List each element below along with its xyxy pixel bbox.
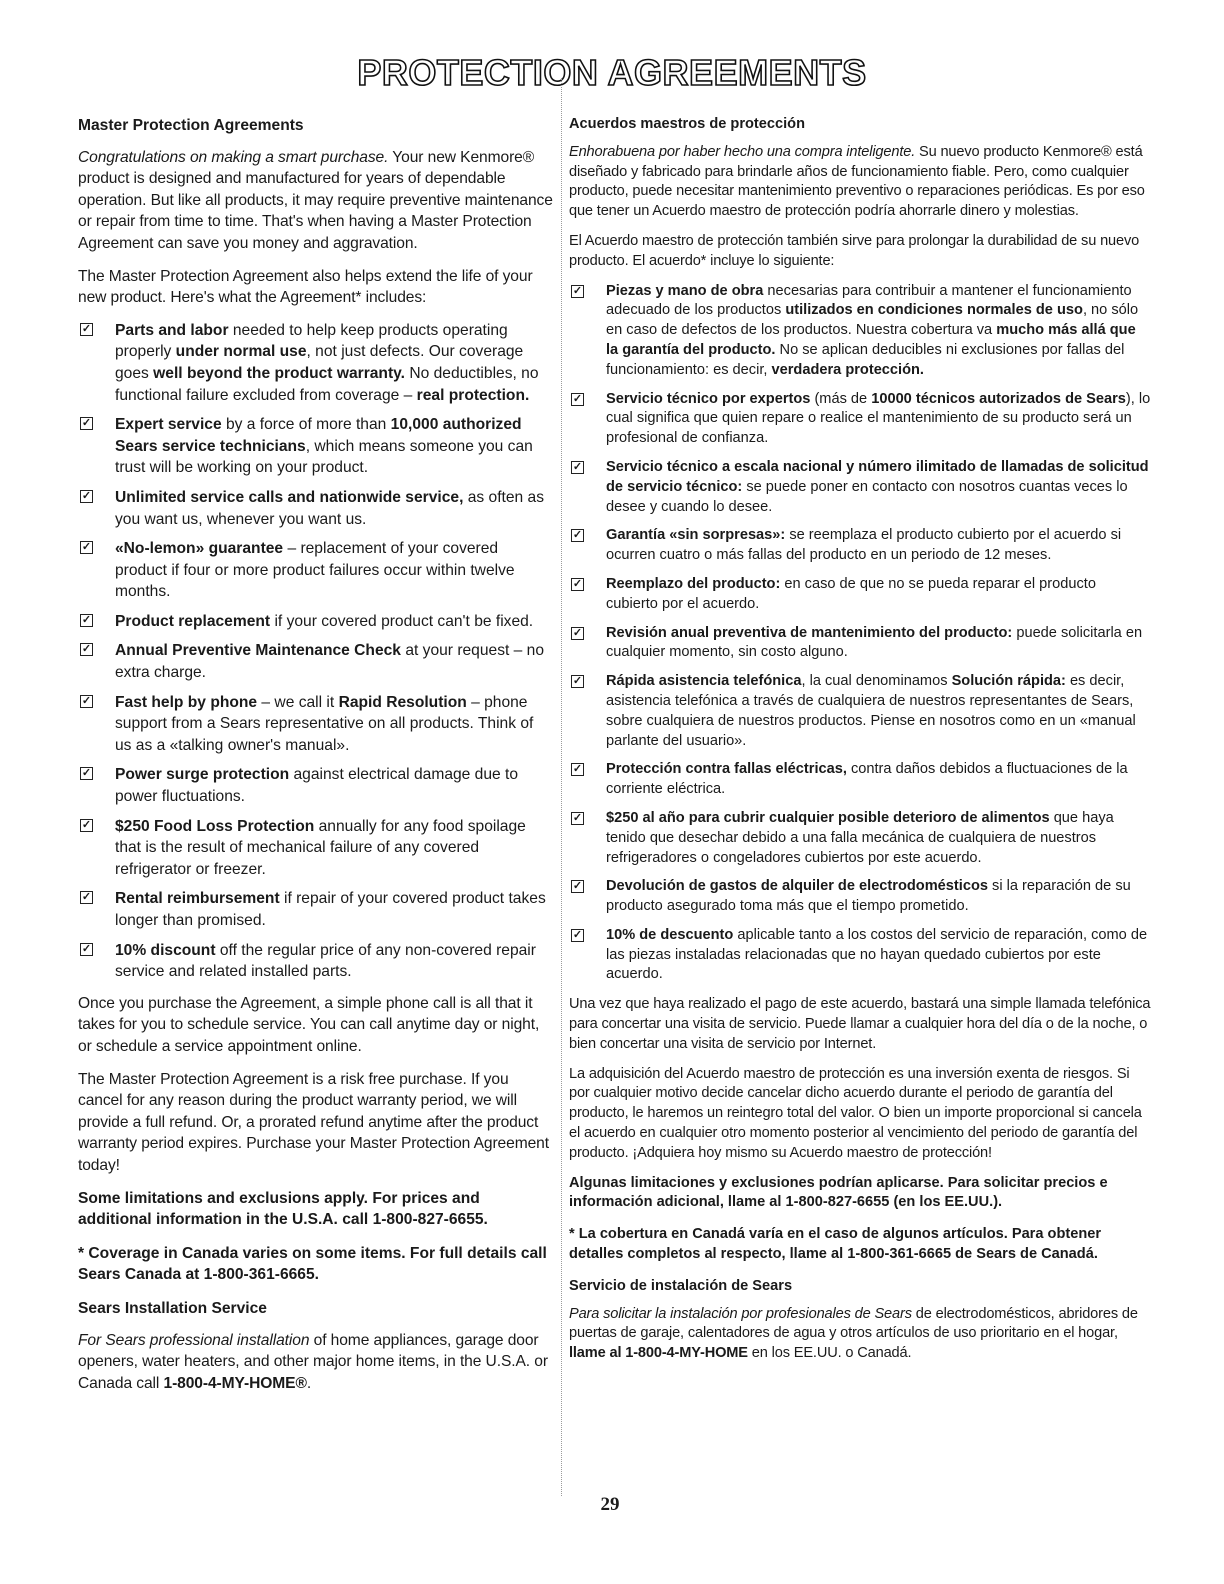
benefit-bold-text: Expert service (115, 416, 222, 434)
benefit-bold-text: well beyond the product warranty. (153, 364, 406, 382)
installation-end: . (306, 1374, 312, 1392)
section-heading: Acuerdos maestros de protección (569, 116, 806, 132)
checkbox-checked-icon: ✓ (81, 694, 92, 707)
checkbox-checked-icon: ✓ (572, 811, 583, 824)
intro-paragraph (78, 147, 554, 255)
checkbox-checked-icon: ✓ (81, 818, 92, 831)
intro-text: Your new Kenmore® product is designed and manufactured for years of dependable operation. But like all products, it may require preventive maintenance or repair from time to time. That's when having a Master Protection Agreement can save you money and aggravation. (78, 148, 553, 252)
spanish-column (569, 115, 1151, 1374)
benefit-text: – we call it (257, 693, 339, 711)
checkbox-checked-icon: ✓ (81, 643, 92, 656)
installation-heading: Servicio de instalación de Sears (569, 1277, 793, 1294)
installation-heading: Sears Installation Service (78, 1299, 267, 1317)
installation-text: de electrodomésticos, abridores de puertas de garaje, calentadores de agua y otros artículos de uso prioritario en el hogar, (569, 1305, 1138, 1342)
installation-text: of home appliances, garage door openers, water heaters, and other major home items, in the U.S.A. or Canada call (78, 1331, 548, 1392)
benefit-item (569, 926, 1151, 985)
checkbox-checked-icon: ✓ (81, 489, 92, 502)
benefit-text: puede solicitarla en cualquier momento, sin costo alguno. (606, 624, 1143, 661)
benefit-text: que haya tenido que desechar debido a una falla mecánica de cualquiera de nuestros refrigeradores o congeladores cubiertos por este acuerdo. (606, 809, 1114, 866)
benefit-text: (más de (810, 390, 872, 407)
benefit-bold-text: Parts and labor (115, 321, 229, 339)
benefit-item (78, 640, 554, 683)
benefit-text: si la reparación de su producto asegurado toma más que el tiempo prometido. (606, 878, 1131, 915)
benefit-bold-text: 10,000 authorized Sears service technicians (115, 416, 522, 455)
benefit-text: , not just defects. Our coverage goes (115, 343, 524, 382)
page-number: 29 (600, 1494, 620, 1515)
benefit-bold-text: Product replacement (115, 612, 271, 630)
benefit-bold-text: under normal use (175, 343, 307, 361)
benefit-text: en caso de que no se pueda reparar el producto cubierto por el acuerdo. (606, 575, 1096, 612)
benefit-item (78, 888, 554, 931)
benefit-text: necesarias para contribuir a mantener el funcionamiento adecuado de los productos (606, 282, 1132, 319)
benefit-bold-text: Garantía «sin sorpresas»: (606, 527, 786, 544)
benefit-item (569, 390, 1151, 449)
benefit-item (78, 692, 554, 757)
benefit-bold-text: 10000 técnicos autorizados de Sears (871, 390, 1126, 407)
english-column (78, 115, 554, 1405)
intro-italic: Congratulations on making a smart purchase. (78, 148, 389, 166)
benefit-text: off the regular price of any non-covered repair service and related installed parts. (115, 941, 536, 981)
benefits-list (569, 282, 1151, 986)
checkbox-checked-icon: ✓ (572, 392, 583, 405)
benefit-bold-text: Annual Preventive Maintenance Check (115, 642, 401, 660)
benefit-item (569, 760, 1151, 800)
benefit-bold-text: Rental reimbursement (115, 890, 280, 908)
page-title: PROTECTION AGREEMENTS (357, 52, 867, 93)
benefit-bold-text: Revisión anual preventiva de mantenimiento del producto: (606, 624, 1013, 641)
installation-italic: For Sears professional installation (78, 1331, 310, 1349)
benefit-bold-text: Rápida asistencia telefónica (606, 673, 802, 690)
benefit-item (78, 940, 554, 983)
benefit-item (78, 538, 554, 603)
checkbox-checked-icon: ✓ (81, 322, 92, 335)
benefit-item (569, 458, 1151, 517)
checkbox-checked-icon: ✓ (81, 541, 92, 554)
benefit-bold-text: mucho más allá que la garantía del producto. (606, 322, 1136, 358)
checkbox-checked-icon: ✓ (81, 891, 92, 904)
limitations-notice: Algunas limitaciones y exclusiones podrían aplicarse. Para solicitar precios e información adicional, llame al 1-800-827-6655 (en los EE.UU.). (569, 1174, 1108, 1211)
installation-end: en los EE.UU. o Canadá. (747, 1345, 912, 1362)
benefit-text: , which means someone you can trust will be working on your product. (115, 437, 533, 477)
installation-paragraph (569, 1305, 1151, 1364)
benefit-text: – replacement of your covered product if four or more product failures occur within twelve months. (115, 540, 515, 601)
benefit-bold-text: Servicio técnico por expertos (606, 390, 811, 407)
schedule-paragraph: Una vez que haya realizado el pago de este acuerdo, bastará una simple llamada telefónica para concertar una visita de servicio. Puede llamar a cualquier hora del día o de la noche, o bien concertar una visita de servicio por Internet. (569, 996, 1151, 1052)
limitations-notice: Some limitations and exclusions apply. For prices and additional information in the U.S.A. call 1-800-827-6655. (78, 1189, 488, 1229)
benefit-bold-text: Piezas y mano de obra (606, 282, 764, 299)
checkbox-checked-icon: ✓ (572, 626, 583, 639)
checkbox-checked-icon: ✓ (572, 928, 583, 941)
benefit-text: , la cual denominamos (801, 673, 952, 690)
checkbox-checked-icon: ✓ (572, 529, 583, 542)
benefit-text: if repair of your covered product takes longer than promised. (115, 890, 546, 929)
benefit-text: – phone support from a Sears representative on all products. Think of us as a «talking owner's manual». (115, 693, 534, 754)
installation-paragraph (78, 1330, 554, 1395)
benefit-bold-text: «No-lemon» guarantee (115, 540, 284, 558)
benefit-text: No deductibles, no functional failure excluded from coverage – (115, 364, 539, 404)
schedule-paragraph: Once you purchase the Agreement, a simple phone call is all that it takes for you to schedule service. You can call anytime day or night, or schedule a service appointment online. (78, 994, 540, 1055)
benefits-list (78, 320, 554, 983)
benefit-bold-text: 10% discount (115, 941, 216, 959)
includes-paragraph: The Master Protection Agreement also helps extend the life of your new product. Here's what the Agreement* includes: (78, 267, 533, 307)
benefit-text: needed to help keep products operating properly (115, 321, 508, 361)
benefit-item (78, 816, 554, 881)
benefit-bold-text: Power surge protection (115, 766, 290, 784)
benefit-text: ), lo cual significa que quien repare o realice el mantenimiento de su producto será un profesional de confianza. (606, 390, 1151, 447)
checkbox-checked-icon: ✓ (572, 284, 583, 297)
benefit-bold-text: utilizados en condiciones normales de uso (785, 302, 1083, 319)
benefit-item (569, 624, 1151, 664)
benefit-text: at your request – no extra charge. (115, 642, 545, 682)
benefit-bold-text: Protección contra fallas eléctricas, (606, 761, 847, 778)
benefit-item (569, 526, 1151, 566)
benefit-bold-text: Devolución de gastos de alquiler de electrodomésticos (606, 878, 988, 895)
benefit-bold-text: $250 Food Loss Protection (115, 817, 315, 835)
installation-phone: llame al 1-800-4-MY-HOME (569, 1345, 748, 1362)
intro-italic: Enhorabuena por haber hecho una compra inteligente. (569, 143, 916, 160)
benefit-bold-text: Unlimited service calls and nationwide service, (115, 488, 464, 506)
benefit-bold-text: Reemplazo del producto: (606, 575, 781, 592)
benefit-text: by a force of more than (221, 416, 391, 434)
benefit-bold-text: verdadera protección. (771, 361, 924, 378)
risk-free-paragraph: La adquisición del Acuerdo maestro de protección es una inversión exenta de riesgos. Si por cualquier motivo decide cancelar dicho acuerdo durante el periodo de garantía del producto, le haremos un reintegro total del valor. O bien un importe proporcional si cancela el acuerdo en cualquier otro momento posterior al vencimiento del periodo de garantía del producto. ¡Adquiera hoy mismo su Acuerdo maestro de protección! (569, 1065, 1142, 1161)
section-heading: Master Protection Agreements (78, 117, 304, 134)
benefit-text: se reemplaza el producto cubierto por el acuerdo si ocurren cuatro o más fallas del producto en un periodo de 12 meses. (606, 527, 1122, 564)
benefit-bold-text: Solución rápida: (951, 673, 1066, 690)
benefit-item (78, 611, 554, 633)
benefit-bold-text: $250 al año para cubrir cualquier posible deterioro de alimentos (606, 809, 1050, 826)
benefit-item (569, 809, 1151, 868)
checkbox-checked-icon: ✓ (81, 767, 92, 780)
checkbox-checked-icon: ✓ (81, 942, 92, 955)
benefit-text: as often as you want us, whenever you want us. (115, 488, 545, 528)
benefit-text: , no sólo en caso de defectos de los productos. Nuestra cobertura va (606, 302, 1139, 339)
benefit-text: aplicable tanto a los costos del servicio de reparación, como de las piezas instaladas relacionadas que no hayan quedado cubiertos por este acuerdo. (606, 926, 1148, 983)
canada-notice: * Coverage in Canada varies on some items. For full details call Sears Canada at 1-800-361-6665. (78, 1244, 547, 1284)
checkbox-checked-icon: ✓ (572, 763, 583, 776)
benefit-item (569, 575, 1151, 615)
benefit-text: if your covered product can't be fixed. (270, 612, 534, 630)
intro-text: Su nuevo producto Kenmore® está diseñado y fabricado para brindarle años de funcionamiento fiable. Pero, como cualquier producto, puede necesitar mantenimiento preventivo o reparaciones periódicas. Es por eso que tener un Acuerdo maestro de protección podría ahorrarle dinero y molestias. (569, 143, 1145, 220)
benefit-item (569, 672, 1151, 751)
checkbox-checked-icon: ✓ (81, 417, 92, 430)
benefit-bold-text: real protection. (416, 386, 530, 404)
benefit-item (78, 764, 554, 807)
benefit-item (78, 487, 554, 530)
includes-paragraph: El Acuerdo maestro de protección también sirve para prolongar la durabilidad de su nuevo producto. El acuerdo* incluye lo siguiente: (569, 232, 1140, 269)
benefit-text: No se aplican deducibles ni exclusiones por fallas del funcionamiento: es decir, (606, 341, 1125, 378)
canada-notice: * La cobertura en Canadá varía en el caso de algunos artículos. Para obtener detalles completos al respecto, llame al 1-800-361-6665 de Sears de Canadá. (569, 1226, 1102, 1263)
benefit-item (569, 877, 1151, 917)
installation-italic: Para solicitar la instalación por profesionales de Sears (569, 1305, 912, 1322)
benefit-bold-text: Servicio técnico a escala nacional y número ilimitado de llamadas de solicitud de servicio técnico: (606, 458, 1149, 495)
checkbox-checked-icon: ✓ (572, 577, 583, 590)
benefit-text: se puede poner en contacto con nosotros cuantas veces lo desee y cuando lo desee. (606, 478, 1128, 515)
benefit-item (78, 320, 554, 406)
benefit-text: es decir, asistencia telefónica a través de cualquiera de nuestros representantes de Sears, sobre cualquiera de nuestros productos. Piense en nosotros como en un «manual parlante del usuario». (606, 673, 1136, 749)
benefit-text: contra daños debidos a fluctuaciones de la corriente eléctrica. (606, 761, 1128, 798)
checkbox-checked-icon: ✓ (572, 675, 583, 688)
checkbox-checked-icon: ✓ (81, 613, 92, 626)
risk-free-paragraph: The Master Protection Agreement is a risk free purchase. If you cancel for any reason during the product warranty period, we will provide a full refund. Or, a prorated refund anytime after the product warranty period expires. Purchase your Master Protection Agreement today! (78, 1070, 549, 1174)
checkbox-checked-icon: ✓ (572, 460, 583, 473)
checkbox-checked-icon: ✓ (572, 880, 583, 893)
benefit-bold-text: Rapid Resolution (338, 693, 467, 711)
benefit-bold-text: 10% de descuento (606, 926, 734, 943)
benefit-item (569, 282, 1151, 381)
benefit-bold-text: Fast help by phone (115, 693, 258, 711)
benefit-text: against electrical damage due to power fluctuations. (115, 766, 519, 806)
benefit-text: annually for any food spoilage that is the result of mechanical failure of any covered refrigerator or freezer. (115, 817, 526, 878)
installation-phone: 1-800-4-MY-HOME® (163, 1374, 307, 1392)
intro-paragraph (569, 143, 1151, 222)
column-divider (561, 78, 562, 1496)
benefit-item (78, 414, 554, 479)
